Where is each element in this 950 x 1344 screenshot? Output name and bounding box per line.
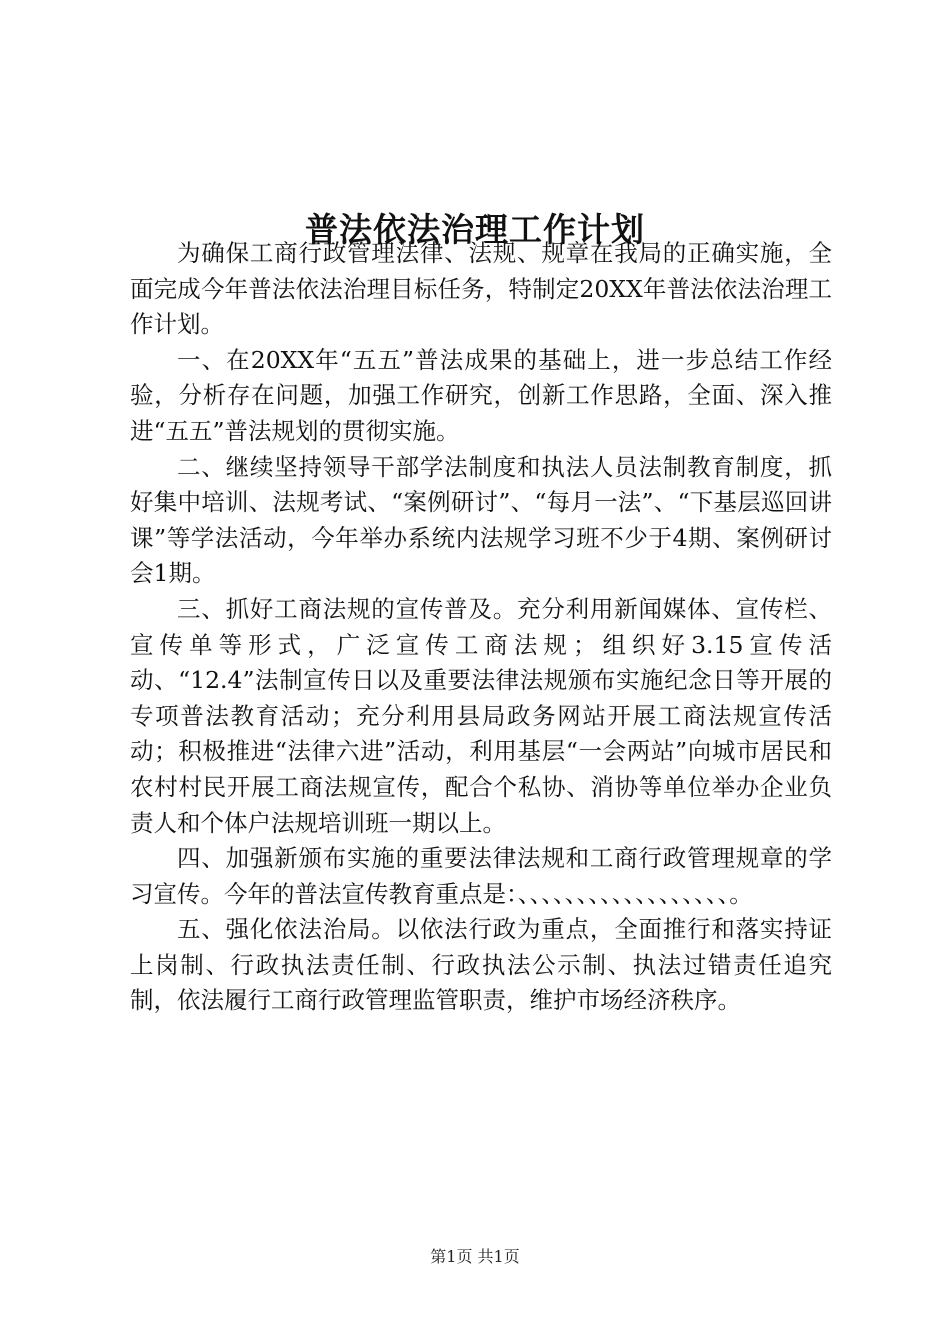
paragraph-item-5: 五、强化依法治局。以依法行政为重点，全面推行和落实持证上岗制、行政执法责任制、行政执法公示制、执法过错责任追究制，依法履行工商行政管理监管职责，维护市场经济秩序。 bbox=[130, 915, 832, 1015]
paragraph-item-2: 二、继续坚持领导干部学法制度和执法人员法制教育制度，抓好集中培训、法规考试、“案例研讨”、“每月一法”、“下基层巡回讲课”等学法活动，今年举办系统内法规学习班不少于4期、案例研讨会1期。 bbox=[130, 452, 832, 588]
paragraph-item-3: 三、抓好工商法规的宣传普及。充分利用新闻媒体、宣传栏、宣传单等形式，广泛宣传工商法规；组织好3.15宣传活动、“12.4”法制宣传日以及重要法律法规颁布实施纪念日等开展的专项普法教育活动；充分利用县局政务网站开展工商法规宣传活动；积极推进“法律六进”活动，利用基层“一会两站”向城市居民和农村村民开展工商法规宣传，配合个私协、消协等单位举办企业负责人和个体户法规培训班一期以上。 bbox=[130, 594, 832, 837]
document-body bbox=[130, 236, 832, 1019]
paragraph-item-4: 四、加强新颁布实施的重要法律法规和工商行政管理规章的学习宣传。今年的普法宣传教育重点是：、、、、、、、、、、、、、、、、、、。 bbox=[130, 844, 832, 908]
page-footer: 第1页 共1页 bbox=[430, 1247, 520, 1266]
document-title: 普法依法治理工作计划 bbox=[305, 210, 645, 250]
paragraph-intro: 为确保工商行政管理法律、法规、规章在我局的正确实施，全面完成今年普法依法治理目标任务，特制定20XX年普法依法治理工作计划。 bbox=[130, 239, 832, 339]
paragraph-item-1: 一、在20XX年“五五”普法成果的基础上，进一步总结工作经验，分析存在问题，加强工作研究，创新工作思路，全面、深入推进“五五”普法规划的贯彻实施。 bbox=[130, 345, 832, 445]
